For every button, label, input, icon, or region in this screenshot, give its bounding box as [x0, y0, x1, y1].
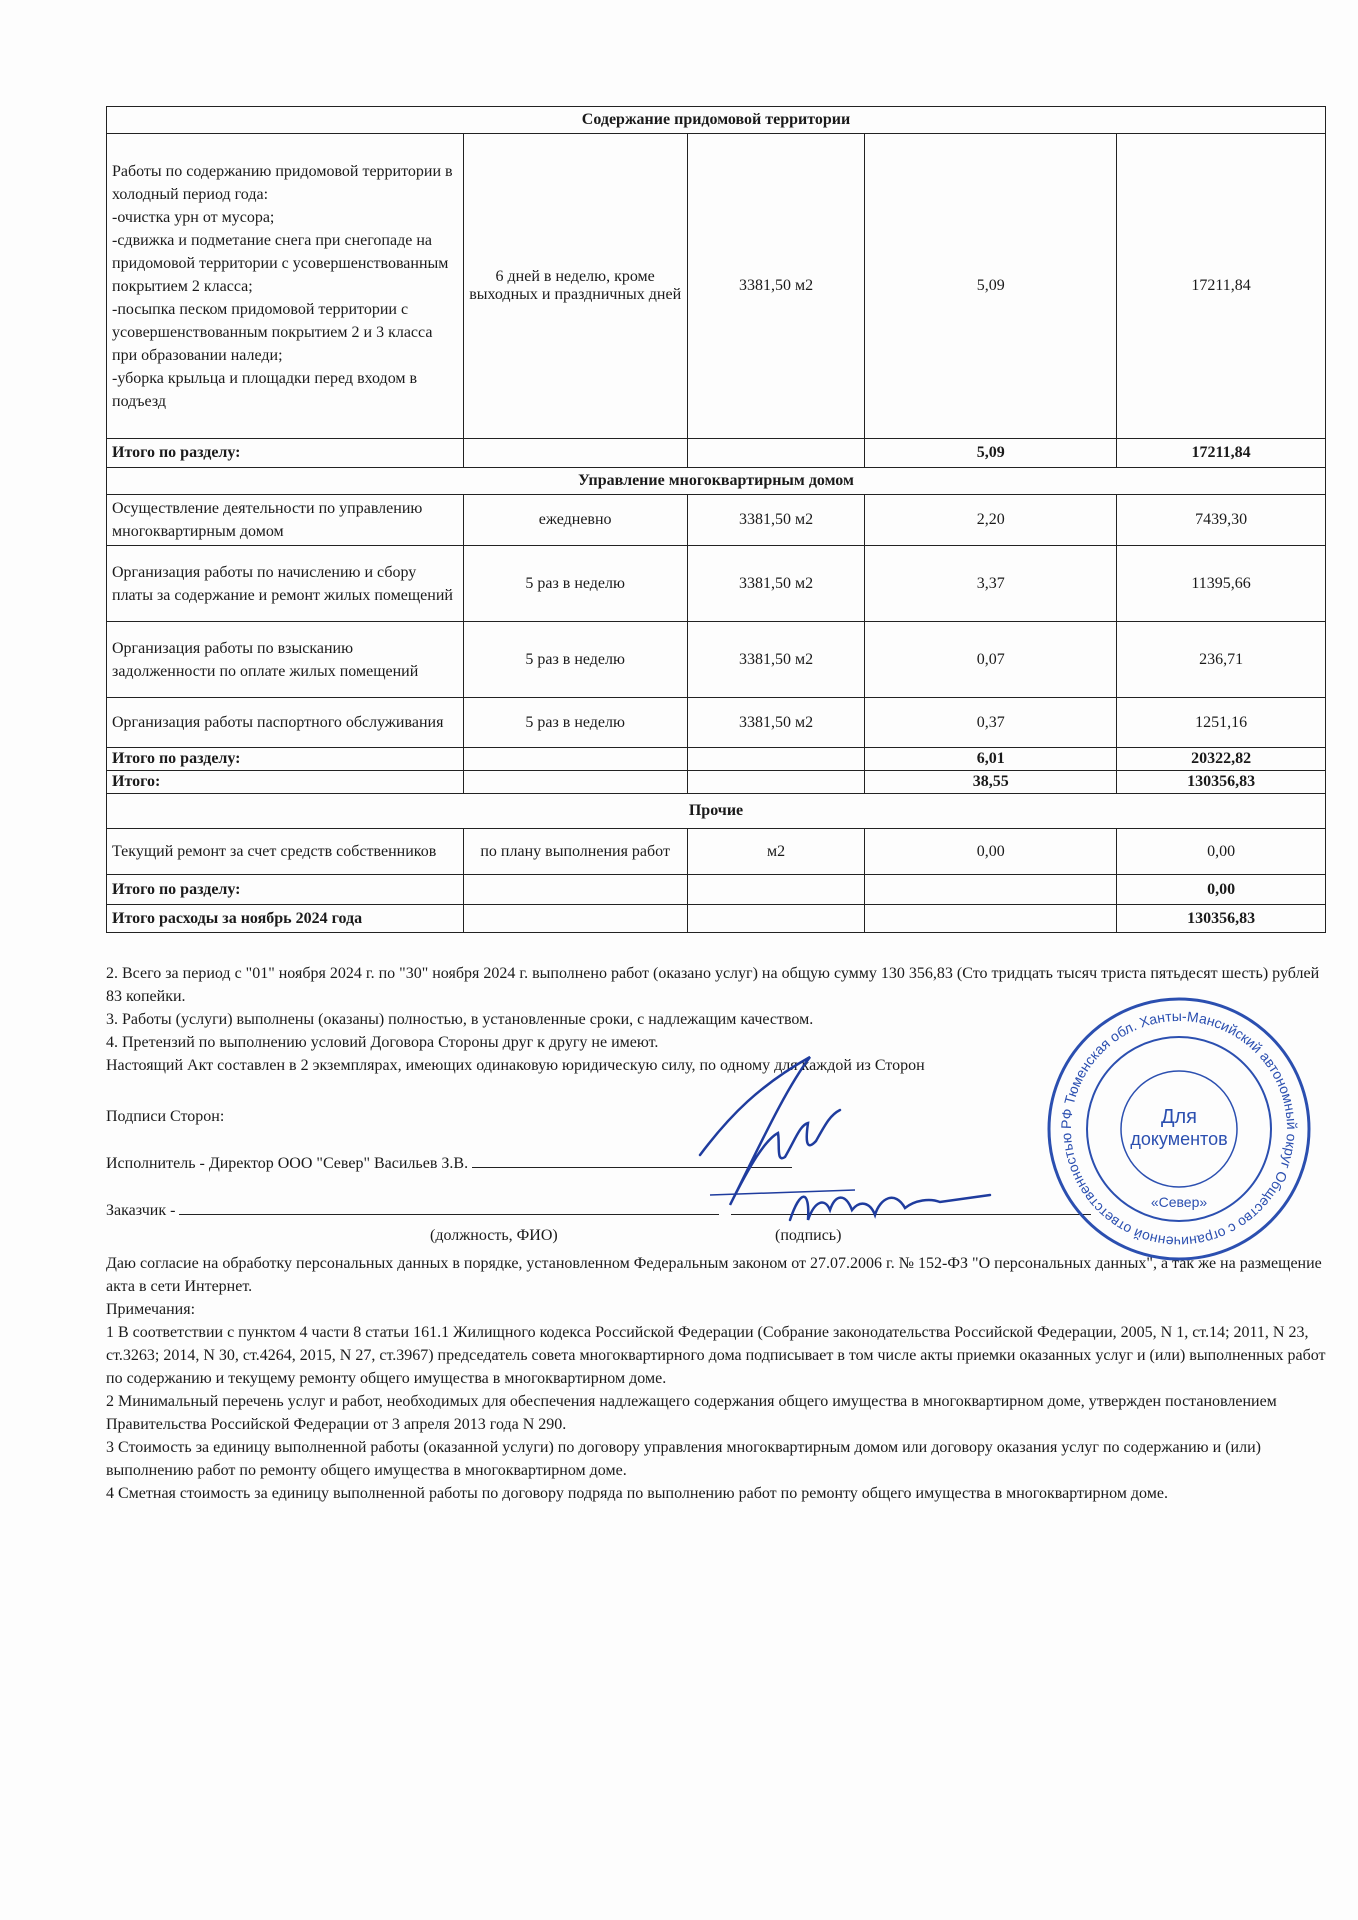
empty-cell — [865, 905, 1117, 933]
company-stamp — [1045, 995, 1313, 1263]
work-frequency: ежедневно — [463, 495, 687, 546]
total-rate: 6,01 — [865, 748, 1117, 771]
work-sum: 1251,16 — [1117, 698, 1326, 748]
work-name: Организация работы по взысканию задолженности по оплате жилых помещений — [107, 622, 464, 698]
grand-total-row — [107, 771, 1326, 794]
section-header-management — [107, 468, 1326, 495]
work-rate: 0,37 — [865, 698, 1117, 748]
customer-signature-image — [780, 1180, 1000, 1250]
empty-cell — [463, 439, 687, 468]
svg-text:документов: документов — [1130, 1129, 1228, 1149]
total-rate: 5,09 — [865, 439, 1117, 468]
final-total-sum: 130356,83 — [1117, 905, 1326, 933]
customer-label: Заказчик - — [106, 1202, 176, 1219]
work-name: Организация работы паспортного обслуживания — [107, 698, 464, 748]
total-sum: 0,00 — [1117, 875, 1326, 905]
empty-cell — [687, 771, 865, 794]
remark-paragraph: 2 Минимальный перечень услуг и работ, необходимых для обеспечения надлежащего содержания общего имущества в многоквартирном доме, утвержден постановлением Правительства Российской Федерации от 3 апреля 2013 года N 290. — [106, 1393, 1277, 1433]
work-sum: 11395,66 — [1117, 546, 1326, 622]
total-label: Итого по разделу: — [107, 439, 464, 468]
work-sum: 17211,84 — [1117, 134, 1326, 439]
work-rate: 0,07 — [865, 622, 1117, 698]
work-rate: 2,20 — [865, 495, 1117, 546]
final-total-label: Итого расходы за ноябрь 2024 года — [107, 905, 464, 933]
work-rate: 5,09 — [865, 134, 1117, 439]
executor-label: Исполнитель - Директор ООО "Север" Васильев З.В. — [106, 1155, 469, 1172]
table-row — [107, 546, 1326, 622]
customer-position-field — [179, 1214, 719, 1215]
empty-cell — [687, 875, 865, 905]
empty-cell — [463, 748, 687, 771]
svg-text:РФ Тюменская обл. Ханты-Мансий: РФ Тюменская обл. Ханты-Мансийский автономный округ Общество с ограниченной ответственностью — [1057, 1007, 1301, 1251]
section-total-row — [107, 875, 1326, 905]
signature-caption: (подпись) — [775, 1227, 842, 1244]
empty-cell — [463, 905, 687, 933]
signatures-heading: Подписи Сторон: — [106, 1108, 225, 1125]
empty-cell — [687, 439, 865, 468]
section-title: Управление многоквартирным домом — [107, 468, 1326, 495]
total-label: Итого по разделу: — [107, 748, 464, 771]
section-total-row — [107, 439, 1326, 468]
empty-cell — [865, 875, 1117, 905]
note-paragraph: 4. Претензий по выполнению условий Договора Стороны друг к другу не имеют. — [106, 1034, 659, 1051]
work-frequency: 6 дней в неделю, кроме выходных и праздничных дней — [463, 134, 687, 439]
note-paragraph: Настоящий Акт составлен в 2 экземплярах, имеющих одинаковую юридическую силу, по одному для каждой из Сторон — [106, 1057, 925, 1074]
act-table — [106, 106, 1326, 933]
empty-cell — [463, 771, 687, 794]
work-name: Осуществление деятельности по управлению многоквартирным домом — [107, 495, 464, 546]
work-area: 3381,50 м2 — [687, 546, 865, 622]
work-area: м2 — [687, 829, 865, 875]
empty-cell — [687, 748, 865, 771]
total-sum: 20322,82 — [1117, 748, 1326, 771]
work-area: 3381,50 м2 — [687, 622, 865, 698]
work-frequency: 5 раз в неделю — [463, 698, 687, 748]
work-area: 3381,50 м2 — [687, 134, 865, 439]
work-sum: 236,71 — [1117, 622, 1326, 698]
table-row — [107, 134, 1326, 439]
grand-total-rate: 38,55 — [865, 771, 1117, 794]
table-row — [107, 829, 1326, 875]
svg-text:«Север»: «Север» — [1150, 1194, 1208, 1210]
work-frequency: по плану выполнения работ — [463, 829, 687, 875]
table-row — [107, 622, 1326, 698]
section-header-other — [107, 794, 1326, 829]
section-title: Содержание придомовой территории — [107, 107, 1326, 134]
total-label: Итого по разделу: — [107, 875, 464, 905]
work-sum: 0,00 — [1117, 829, 1326, 875]
consent-block — [106, 1252, 1326, 1505]
table-row — [107, 495, 1326, 546]
empty-cell — [463, 875, 687, 905]
remark-paragraph: 3 Стоимость за единицу выполненной работы (оказанной услуги) по договору управления многоквартирным домом или договору оказания услуг по содержанию и (или) выполнению работ по ремонту общего имущества в многоквартирном доме. — [106, 1439, 1261, 1479]
note-paragraph: 3. Работы (услуги) выполнены (оказаны) полностью, в установленные сроки, с надлежащим качеством. — [106, 1011, 814, 1028]
work-area: 3381,50 м2 — [687, 698, 865, 748]
note-paragraph: 2. Всего за период с "01" ноября 2024 г. по "30" ноября 2024 г. выполнено работ (оказано услуг) на общую сумму 130 356,83 (Сто тридцать тысяч триста пятьдесят шесть) рублей 83 копейки. — [106, 965, 1320, 1005]
section-total-row — [107, 748, 1326, 771]
work-name: Работы по содержанию придомовой территории в холодный период года: -очистка урн от мусора; -сдвижка и подметание снега при снегопаде на придомовой территории с усовершенствованным покрытием 2 класса; -посыпка песком придомовой территории с усовершенствованным покрытием 2 и 3 класса при образовании наледи; -уборка крыльца и площадки перед входом в подъезд — [107, 134, 464, 439]
grand-total-label: Итого: — [107, 771, 464, 794]
svg-text:Для: Для — [1160, 1106, 1198, 1128]
work-rate: 3,37 — [865, 546, 1117, 622]
total-sum: 17211,84 — [1117, 439, 1326, 468]
work-area: 3381,50 м2 — [687, 495, 865, 546]
section-header-territory — [107, 107, 1326, 134]
work-name: Организация работы по начислению и сбору платы за содержание и ремонт жилых помещений — [107, 546, 464, 622]
remark-paragraph: 1 В соответствии с пунктом 4 части 8 статьи 161.1 Жилищного кодекса Российской Федерации (Собрание законодательства Российской Федерации, 2005, N 1, ст.14; 2011, N 23, ст.3263; 2014, N 30, ст.4264, 2015, N 27, ст.3967) председатель совета многоквартирного дома подписывает в том числе акты приемки оказанных услуг и (или) выполненных работ по содержанию и текущему ремонту общего имущества в многоквартирном доме. — [106, 1324, 1326, 1387]
consent-text: Даю согласие на обработку персональных данных в порядке, установленном Федеральным законом от 27.07.2006 г. № 152-ФЗ "О персональных данных", а так же на размещение акта в сети Интернет. — [106, 1255, 1322, 1295]
remarks-title: Примечания: — [106, 1301, 196, 1318]
table-row — [107, 698, 1326, 748]
work-frequency: 5 раз в неделю — [463, 622, 687, 698]
work-frequency: 5 раз в неделю — [463, 546, 687, 622]
final-total-row — [107, 905, 1326, 933]
position-caption: (должность, ФИО) — [430, 1227, 558, 1244]
remark-paragraph: 4 Сметная стоимость за единицу выполненной работы по договору подряда по выполнению работ по ремонту общего имущества в многоквартирном доме. — [106, 1485, 1168, 1502]
section-title: Прочие — [107, 794, 1326, 829]
grand-total-sum: 130356,83 — [1117, 771, 1326, 794]
empty-cell — [687, 905, 865, 933]
work-name: Текущий ремонт за счет средств собственников — [107, 829, 464, 875]
work-sum: 7439,30 — [1117, 495, 1326, 546]
work-rate: 0,00 — [865, 829, 1117, 875]
